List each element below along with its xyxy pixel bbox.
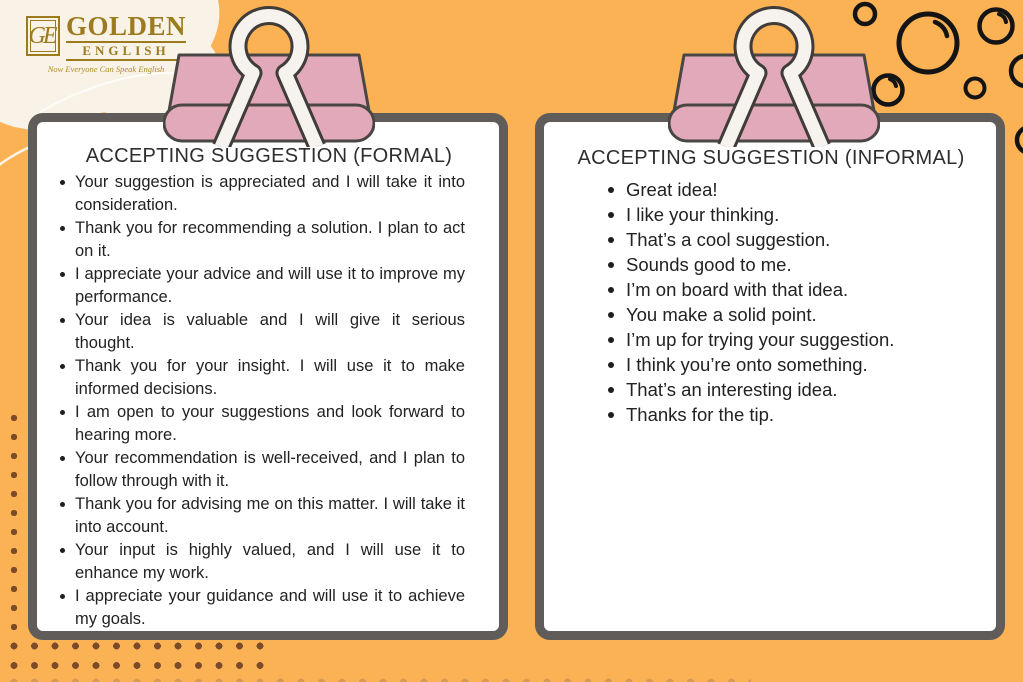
card-informal-title: ACCEPTING SUGGESTION (INFORMAL) — [577, 147, 965, 169]
card-formal-title: ACCEPTING SUGGESTION (FORMAL) — [85, 145, 453, 167]
list-item — [59, 585, 465, 631]
bullet-dot — [60, 502, 65, 507]
phrase-text: Sounds good to me. — [626, 254, 792, 275]
logo-title: GOLDEN — [65, 11, 186, 41]
bullet-dot — [608, 262, 614, 268]
logo-monogram-icon — [26, 16, 60, 56]
dots-faint-row-decoration — [9, 676, 751, 682]
phrase-text: I am open to your suggestions and look forward to hearing more. — [75, 403, 465, 444]
list-item — [608, 402, 926, 427]
list-item — [59, 355, 465, 401]
card-formal — [28, 113, 508, 640]
phrase-text: Your recommendation is well-received, and I plan to follow through with it. — [75, 449, 465, 490]
informal-phrase-list — [608, 177, 926, 427]
phrase-text: Your input is highly valued, and I will use it to enhance my work. — [75, 541, 465, 582]
bubble-icon — [966, 79, 985, 98]
logo-initials: GE — [28, 22, 55, 49]
phrase-text: I like your thinking. — [626, 204, 780, 225]
phrase-text: Thank you for your insight. I will use it to make informed decisions. — [75, 357, 465, 398]
bullet-dot — [60, 364, 65, 369]
formal-phrase-list — [59, 171, 465, 631]
list-item — [59, 539, 465, 585]
dots-rows-decoration — [9, 637, 275, 676]
bullet-dot — [60, 594, 65, 599]
bullet-dot — [60, 410, 65, 415]
bullet-dot — [608, 237, 614, 243]
logo-subtitle: ENGLISH — [66, 41, 186, 61]
list-item — [608, 227, 926, 252]
phrase-text: You make a solid point. — [626, 304, 817, 325]
phrase-text: That’s a cool suggestion. — [626, 229, 831, 250]
phrase-text: I’m on board with that idea. — [626, 279, 849, 300]
bullet-dot — [60, 226, 65, 231]
bullet-dot — [60, 180, 65, 185]
phrase-text: Thank you for advising me on this matter. I will take it into account. — [75, 495, 465, 536]
phrase-text: I appreciate your advice and will use it to improve my performance. — [75, 265, 465, 306]
dots-column-decoration — [9, 409, 19, 639]
list-item — [59, 263, 465, 309]
bullet-dot — [608, 287, 614, 293]
list-item — [59, 401, 465, 447]
phrase-text: Thank you for recommending a solution. I plan to act on it. — [75, 219, 465, 260]
bullet-dot — [608, 387, 614, 393]
phrase-text: Thanks for the tip. — [626, 404, 775, 425]
bullet-dot — [608, 212, 614, 218]
binder-clip-icon — [163, 5, 375, 147]
phrase-text: I think you’re onto something. — [626, 354, 868, 375]
list-item — [608, 327, 926, 352]
phrase-text: I appreciate your guidance and will use it to achieve my goals. — [75, 587, 465, 628]
bubble-icon — [1017, 127, 1023, 153]
bubble-icon — [1011, 56, 1023, 86]
list-item — [59, 217, 465, 263]
card-informal — [535, 113, 1005, 640]
bullet-dot — [608, 412, 614, 418]
phrase-text: Your suggestion is appreciated and I will take it into consideration. — [75, 173, 465, 214]
phrase-text: Great idea! — [626, 179, 718, 200]
list-item — [608, 202, 926, 227]
list-item — [59, 171, 465, 217]
list-item — [608, 377, 926, 402]
logo-tagline: Now Everyone Can Speak English — [47, 64, 165, 74]
bullet-dot — [60, 456, 65, 461]
list-item — [608, 177, 926, 202]
bubble-icon — [899, 14, 957, 72]
bullet-dot — [608, 312, 614, 318]
bubble-icon — [980, 10, 1013, 43]
bullet-dot — [608, 187, 614, 193]
phrase-text: I’m up for trying your suggestion. — [626, 329, 895, 350]
list-item — [608, 252, 926, 277]
bullet-dot — [608, 337, 614, 343]
list-item — [608, 352, 926, 377]
list-item — [59, 493, 465, 539]
list-item — [608, 302, 926, 327]
list-item — [59, 447, 465, 493]
phrase-text: That’s an interesting idea. — [626, 379, 838, 400]
bullet-dot — [60, 548, 65, 553]
bullet-dot — [60, 272, 65, 277]
list-item — [608, 277, 926, 302]
golden-english-logo — [26, 12, 186, 74]
list-item — [59, 309, 465, 355]
binder-clip-icon — [668, 5, 880, 147]
phrase-text: Your idea is valuable and I will give it serious thought. — [75, 311, 465, 352]
bullet-dot — [60, 318, 65, 323]
bullet-dot — [608, 362, 614, 368]
